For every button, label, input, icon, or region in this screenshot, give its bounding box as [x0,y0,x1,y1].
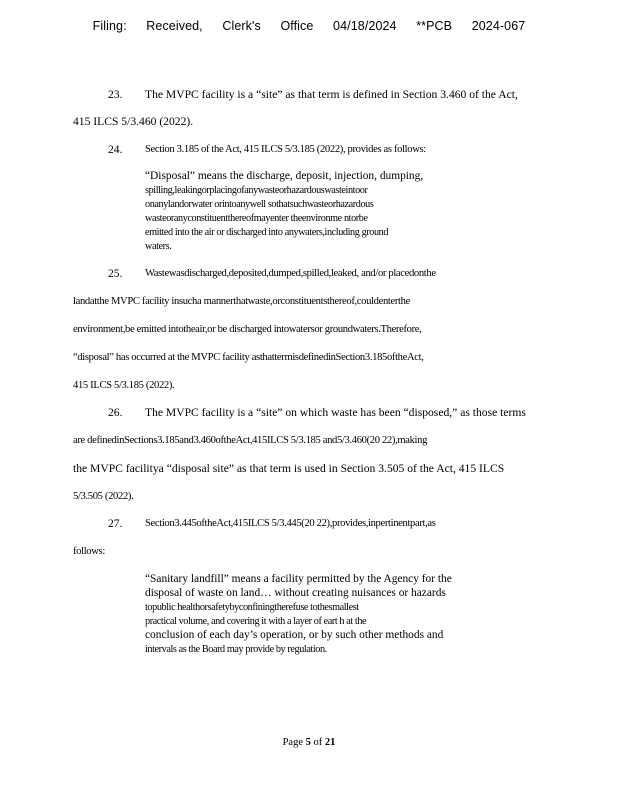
paragraph-number-25: 25. [108,267,123,280]
disposal-definition-quote-line-4: wasteoranyconstituentthereofmayenter theenvironme ntorbe [145,213,368,224]
footer-page-label: Page [282,737,304,748]
header-date: 04/18/2024 [333,19,397,33]
filing-header [0,19,618,33]
landfill-definition-quote-line-1: “Sanitary landfill” means a facility permitted by the Agency for the [145,573,452,585]
header-clerks: Clerk's [222,19,261,33]
disposal-definition-quote-line-2: spilling,leakingorplacingofanywasteorhazardouswasteintoor [145,185,368,196]
paragraph-25-line-2: landatthe MVPC facility insucha mannerthatwaste,orconstituentsthereof,couldenterthe [73,296,410,307]
footer-of-label: of [313,737,323,748]
paragraph-26-line-2: are definedinSections3.185and3.460oftheAct,415ILCS 5/3.185 and5/3.460(20 22),making [73,435,428,446]
header-received: Received, [146,19,203,33]
landfill-definition-quote-line-5: conclusion of each day’s operation, or by such other methods and [145,629,444,641]
disposal-definition-quote-line-1: “Disposal” means the discharge, deposit, injection, dumping, [145,170,424,182]
paragraph-number-23: 23. [108,88,123,101]
paragraph-25-line-3: environment,be emitted intotheair,or be discharged intowatersor groundwaters.Therefore, [73,324,422,335]
disposal-definition-quote-line-6: waters. [145,241,172,252]
paragraph-26-line-3: the MVPC facilitya “disposal site” as that term is used in Section 3.505 of the Act, 415 ILCS [73,462,505,475]
landfill-definition-quote-line-4: practical volume, and covering it with a layer of eart h at the [145,616,367,627]
paragraph-27-line-1: Section3.445oftheAct,415ILCS 5/3.445(20 22),provides,inpertinentpart,as [145,518,436,529]
footer-page-number: 5 [305,737,311,748]
landfill-definition-quote-line-2: disposal of waste on land… without creating nuisances or hazards [145,587,446,599]
paragraph-24-line-1: Section 3.185 of the Act, 415 ILCS 5/3.185 (2022), provides as follows: [145,144,426,155]
paragraph-23-line-2: 415 ILCS 5/3.460 (2022). [73,115,194,128]
footer-total-pages: 21 [324,737,336,748]
paragraph-26-line-4: 5/3.505 (2022). [73,491,134,502]
landfill-definition-quote-line-6: intervals as the Board may provide by regulation. [145,644,327,655]
page-footer [0,737,618,748]
header-filing: Filing: [92,19,127,33]
paragraph-27-line-2: follows: [73,546,105,557]
paragraph-number-27: 27. [108,517,123,530]
paragraph-23-line-1: The MVPC facility is a “site” as that term is defined in Section 3.460 of the Act, [145,88,518,101]
header-docket: 2024-067 [471,19,526,33]
paragraph-number-26: 26. [108,406,123,419]
paragraph-26-line-1: The MVPC facility is a “site” on which waste has been “disposed,” as those terms [145,406,526,419]
paragraph-25-line-4: “disposal” has occurred at the MVPC facility asthattermisdefinedinSection3.185oftheAct, [73,352,424,363]
disposal-definition-quote-line-5: emitted into the air or discharged into anywaters,including ground [145,227,389,238]
header-pcb: **PCB [416,19,453,33]
paragraph-number-24: 24. [108,143,123,156]
paragraph-25-line-1: Wastewasdischarged,deposited,dumped,spilled,leaked, and/or placedonthe [145,268,436,279]
disposal-definition-quote-line-3: onanylandorwater orintoanywell sothatsuchwasteorhazardous [145,199,374,210]
paragraph-25-line-5: 415 ILCS 5/3.185 (2022). [73,380,175,391]
landfill-definition-quote-line-3: topublic healthorsafetybyconfiningtherefuse tothesmallest [145,602,359,613]
header-office: Office [280,19,314,33]
